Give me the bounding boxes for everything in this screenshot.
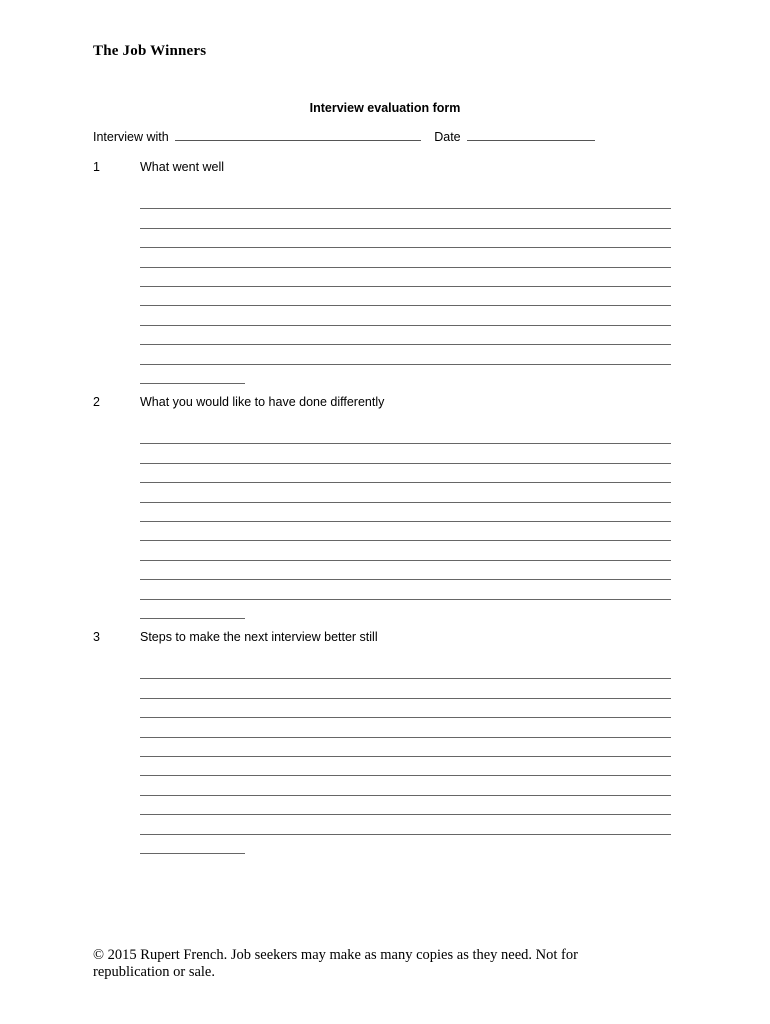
section-number: 1 (93, 160, 100, 174)
answer-line[interactable] (140, 444, 671, 463)
answer-line[interactable] (140, 464, 671, 483)
answer-line[interactable] (140, 580, 671, 599)
answer-line[interactable] (140, 541, 671, 560)
section-number: 3 (93, 630, 100, 644)
answer-line[interactable] (140, 699, 671, 718)
answer-line[interactable] (140, 503, 671, 522)
copyright-footer: © 2015 Rupert French. Job seekers may make as many copies as they need. Not for republication or sale. (93, 947, 578, 980)
answer-lines (140, 190, 671, 384)
answer-line[interactable] (140, 345, 671, 364)
answer-line[interactable] (140, 757, 671, 776)
answer-line[interactable] (140, 326, 671, 345)
answer-line-end[interactable] (140, 600, 245, 619)
answer-lines (140, 425, 671, 619)
answer-line[interactable] (140, 268, 671, 287)
section-label: Steps to make the next interview better still (140, 630, 378, 644)
form-title: Interview evaluation form (309, 101, 461, 115)
answer-line[interactable] (140, 815, 671, 834)
section-number: 2 (93, 395, 100, 409)
answer-line[interactable] (140, 561, 671, 580)
answer-line[interactable] (140, 522, 671, 541)
answer-line-end[interactable] (140, 835, 245, 854)
answer-line[interactable] (140, 425, 671, 444)
answer-lines (140, 660, 671, 854)
section-label: What you would like to have done differently (140, 395, 385, 409)
answer-line[interactable] (140, 738, 671, 757)
date-blank-field[interactable] (467, 130, 595, 141)
answer-line[interactable] (140, 209, 671, 228)
answer-line[interactable] (140, 306, 671, 325)
answer-line[interactable] (140, 776, 671, 795)
answer-line[interactable] (140, 679, 671, 698)
answer-line[interactable] (140, 190, 671, 209)
form-meta-row (93, 130, 601, 144)
answer-line[interactable] (140, 229, 671, 248)
answer-line[interactable] (140, 248, 671, 267)
date-label: Date (434, 130, 461, 144)
answer-line[interactable] (140, 718, 671, 737)
answer-line[interactable] (140, 287, 671, 306)
interview-with-label: Interview with (93, 130, 169, 144)
document-header-title: The Job Winners (93, 43, 207, 59)
answer-line-end[interactable] (140, 365, 245, 384)
answer-line[interactable] (140, 660, 671, 679)
interviewer-blank-field[interactable] (175, 130, 421, 141)
section-label: What went well (140, 160, 225, 174)
answer-line[interactable] (140, 796, 671, 815)
answer-line[interactable] (140, 483, 671, 502)
